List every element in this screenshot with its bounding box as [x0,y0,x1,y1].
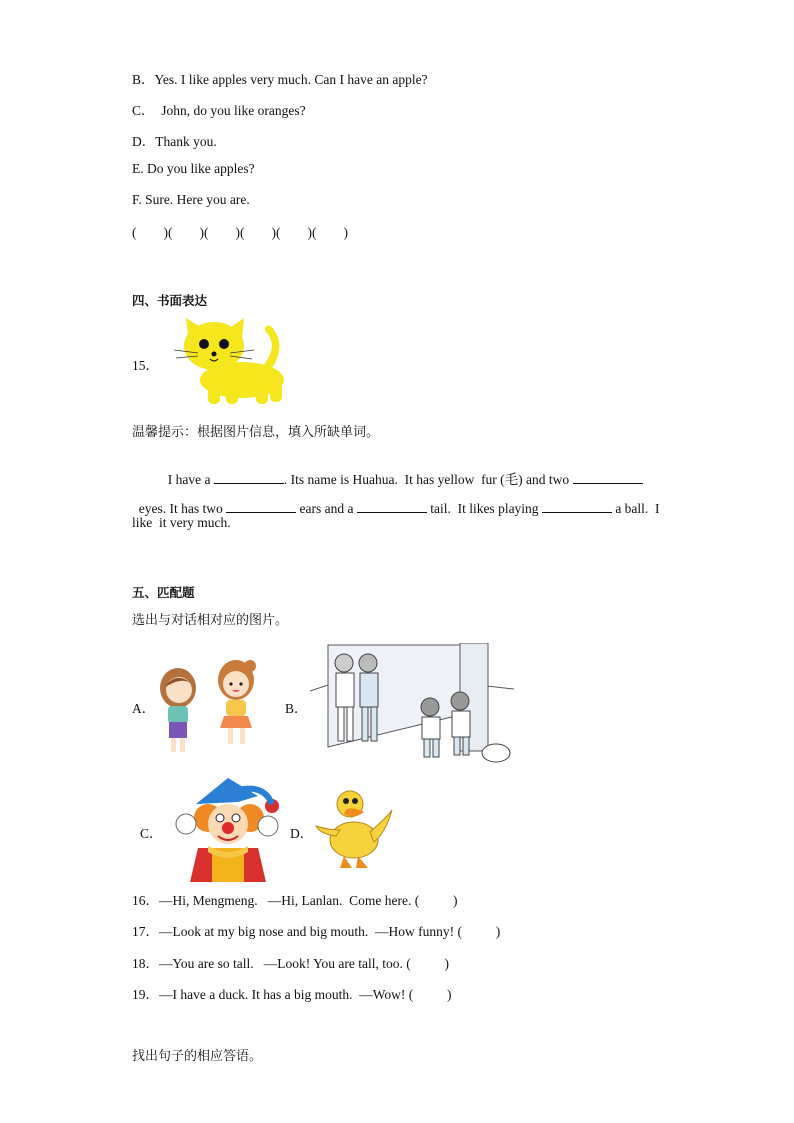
blank-2[interactable] [573,471,643,484]
blank-5[interactable] [542,500,612,513]
option-f: F. Sure. Here you are. [132,192,250,207]
question-18: 18．—You are so tall. —Look! You are tall, too. ( ) [132,956,449,971]
blank-4[interactable] [357,500,427,513]
clown-picture [168,776,282,882]
option-c: C． John, do you like oranges? [132,103,306,118]
section-4-heading: 四、书面表达 [132,293,208,308]
paragraph-text: I have a [167,472,214,487]
blank-3[interactable] [226,500,296,513]
question-16: 16．—Hi, Mengmeng. —Hi, Lanlan. Come here. ( ) [132,893,458,908]
answer-brackets[interactable]: ( )( )( )( )( )( ) [132,225,348,240]
duck-picture [314,786,394,872]
paragraph-line-3: like it very much. [132,515,231,530]
question-19: 19．—I have a duck. It has a big mouth. —Wow! ( ) [132,987,452,1002]
paragraph-line-1 [161,452,643,488]
question-15-number: 15． [132,358,159,373]
writing-hint: 温馨提示：根据图片信息，填入所缺单词。 [132,425,380,440]
picture-label-a: A． [132,701,156,716]
option-b: B．Yes. I like apples very much. Can I have an apple? [132,72,428,87]
section-5-heading: 五、匹配题 [132,585,195,600]
matching-instruction: 选出与对话相对应的图片。 [132,613,289,628]
picture-label-d: D． [290,826,314,841]
paragraph-text: a ball. I [611,501,660,516]
option-e: E. Do you like apples? [132,161,255,176]
paragraph-text: ears and a [296,501,357,516]
picture-label-c: C． [140,826,163,841]
option-d: D．Thank you. [132,134,217,149]
paragraph-text: tail. It likes playing [426,501,542,516]
next-instruction: 找出句子的相应答语。 [132,1049,263,1064]
mirror-boys-picture [310,643,516,767]
yellow-cat-picture [170,316,290,408]
paragraph-line-2 [132,484,660,517]
paragraph-text: eyes. It has two [138,501,227,516]
two-girls-picture [152,654,272,758]
paragraph-text: . Its name is Huahua. It has yellow fur (毛) and two [283,472,573,487]
question-17: 17．—Look at my big nose and big mouth. —How funny! ( ) [132,924,501,939]
blank-1[interactable] [214,471,284,484]
picture-label-b: B． [285,701,308,716]
